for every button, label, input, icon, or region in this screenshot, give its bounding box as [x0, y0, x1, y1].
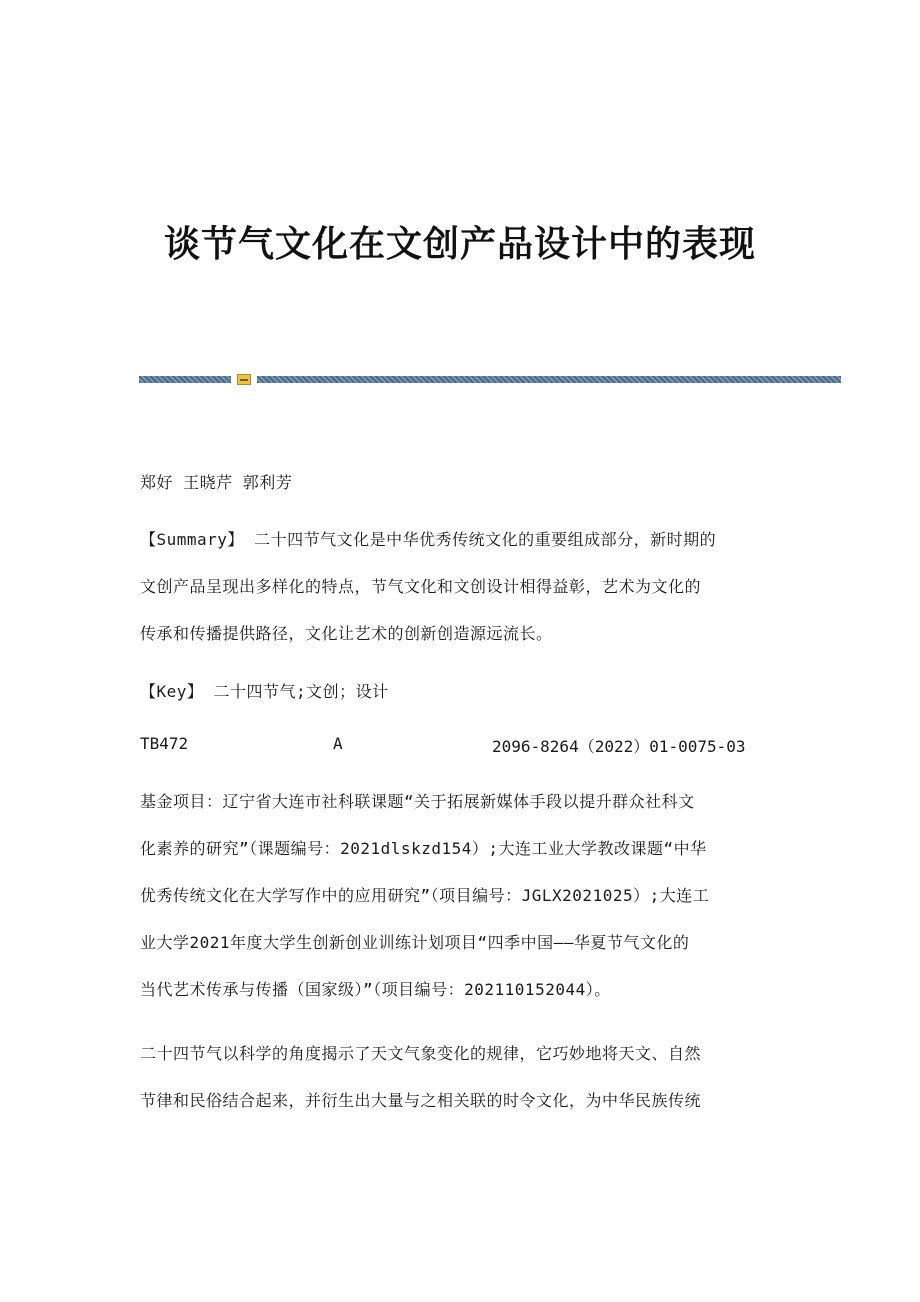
divider-bar-right	[257, 376, 841, 383]
body-line-1: 二十四节气以科学的角度揭示了天文气象变化的规律，它巧妙地将天文、自然	[140, 1044, 702, 1063]
summary-block	[140, 516, 780, 657]
fund-block	[140, 778, 780, 1013]
keywords-line	[140, 668, 780, 715]
fund-line-3: 优秀传统文化在大学写作中的应用研究”（项目编号：JGLX2021025）;大连工	[140, 886, 710, 905]
authors-text: 郑好 王晓芹 郭利芳	[140, 473, 293, 492]
body-line-2: 节律和民俗结合起来，并衍生出大量与之相关联的时令文化，为中华民族传统	[140, 1091, 702, 1110]
summary-text-1: 二十四节气文化是中华优秀传统文化的重要组成部分，新时期的	[254, 530, 717, 549]
title-divider	[139, 374, 841, 384]
summary-label: 【Summary】	[140, 530, 244, 549]
body-block	[140, 1030, 780, 1124]
fund-line-1: 基金项目：辽宁省大连市社科联课题“关于拓展新媒体手段以提升群众社科文	[140, 792, 695, 811]
classification-number: TB472	[140, 734, 189, 753]
divider-bar-left	[139, 376, 231, 383]
fund-line-2: 化素养的研究”（课题编号：2021dlskzd154）;大连工业大学教改课题“中华	[140, 839, 707, 858]
fund-line-4: 业大学2021年度大学生创新创业训练计划项目“四季中国——华夏节气文化的	[140, 933, 690, 952]
classification-row	[140, 734, 780, 764]
document-code: A	[333, 734, 343, 753]
key-text: 二十四节气;文创；设计	[213, 682, 389, 701]
authors	[140, 459, 780, 506]
key-label: 【Key】	[140, 682, 204, 701]
summary-line-1	[140, 516, 780, 563]
summary-line-2: 文创产品呈现出多样化的特点，节气文化和文创设计相得益彰，艺术为文化的	[140, 577, 702, 596]
fund-line-5: 当代艺术传承与传播（国家级）”（项目编号：202110152044）。	[140, 980, 611, 999]
divider-ornament-icon	[237, 374, 251, 385]
summary-line-3: 传承和传播提供路径，文化让艺术的创新创造源远流长。	[140, 624, 553, 643]
document-title: 谈节气文化在文创产品设计中的表现	[163, 223, 756, 265]
keywords-block	[140, 668, 780, 715]
article-id: 2096-8264（2022）01-0075-03	[492, 737, 746, 756]
